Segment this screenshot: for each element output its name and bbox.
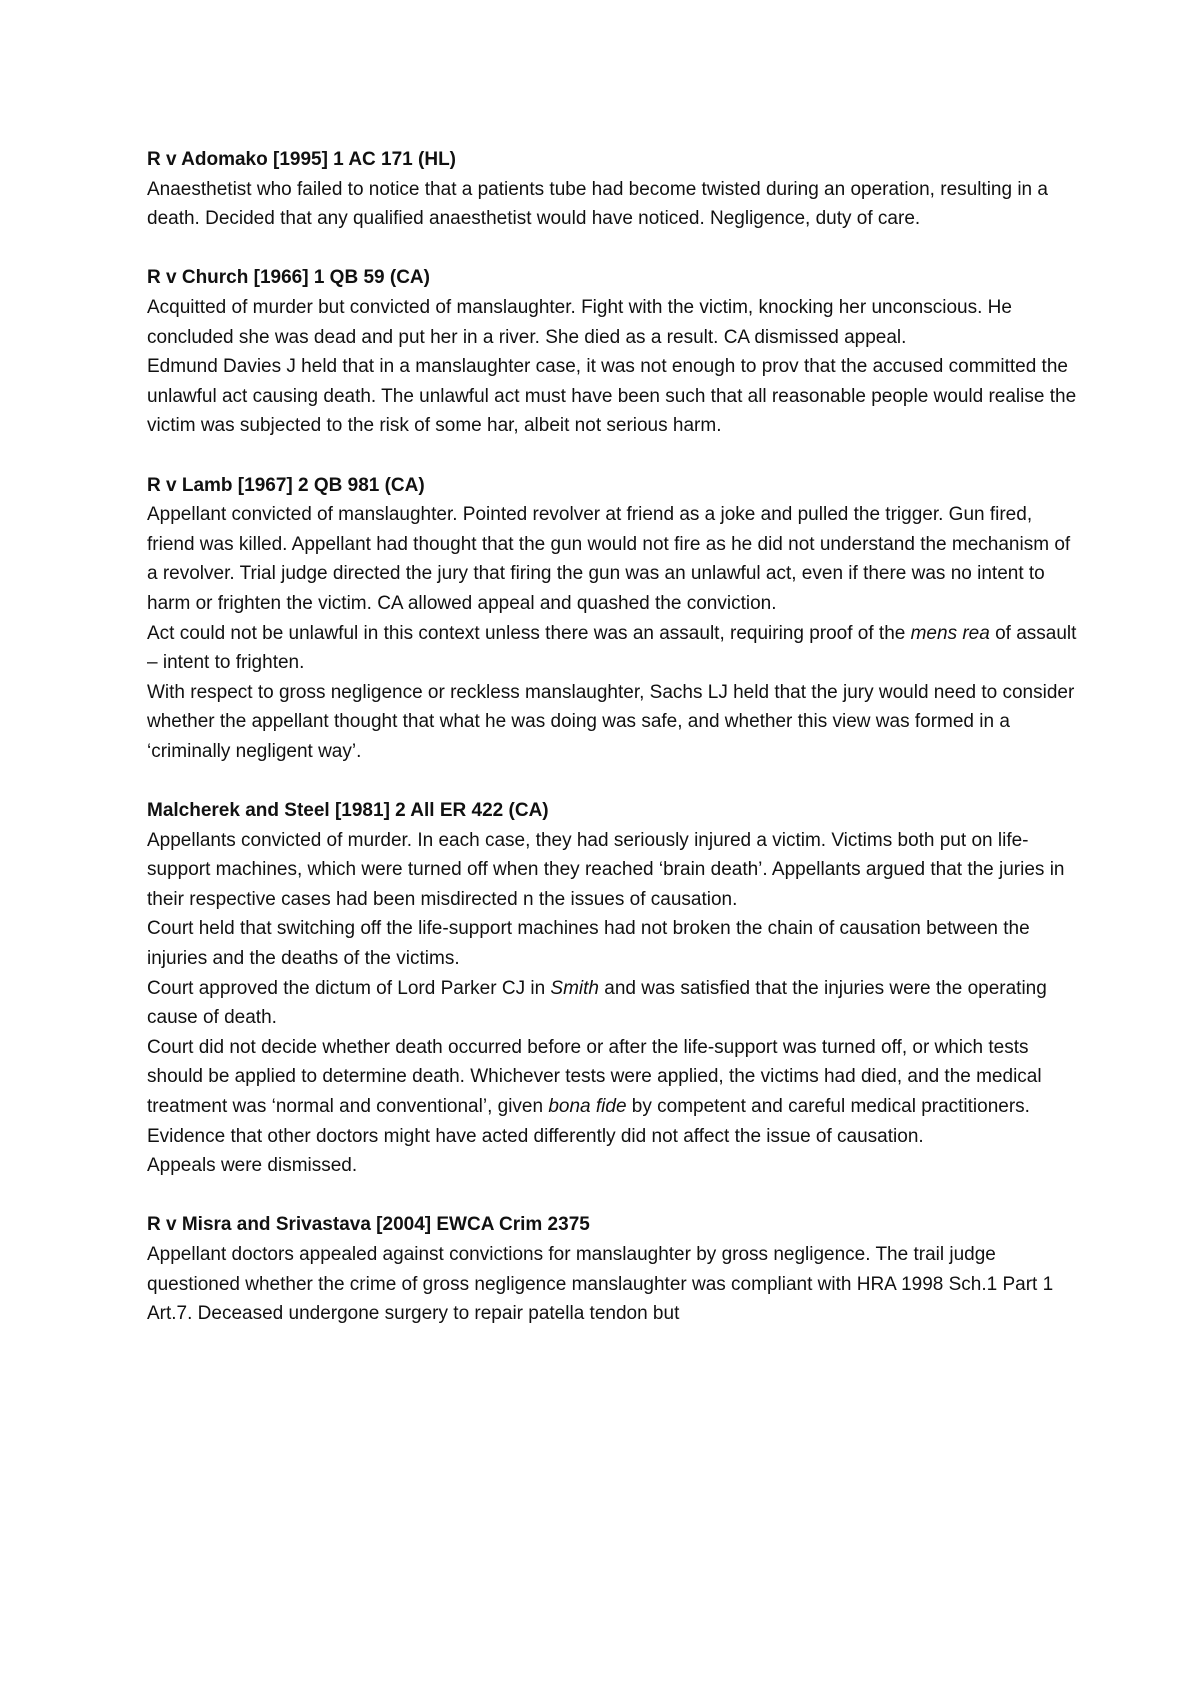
case-entry bbox=[147, 471, 1082, 767]
paragraph-text: Appeals were dismissed. bbox=[147, 1155, 358, 1177]
case-entry bbox=[147, 263, 1082, 441]
case-paragraph bbox=[147, 678, 1082, 767]
paragraph-text: Act could not be unlawful in this context unless there was an assault, requiring proof of the bbox=[147, 622, 911, 644]
case-paragraph bbox=[147, 1240, 1082, 1329]
paragraph-text: With respect to gross negligence or reckless manslaughter, Sachs LJ held that the jury would need to consider whether the appellant thought that what he was doing was safe, and whether this view was formed in a ‘criminally negligent way’. bbox=[147, 681, 1075, 762]
case-paragraph bbox=[147, 826, 1082, 915]
paragraph-text: of assault – intent to frighten. bbox=[147, 622, 1077, 674]
paragraph-text: and was satisfied that the injuries were the operating cause of death. bbox=[147, 977, 1047, 1029]
document-body bbox=[147, 145, 1082, 1358]
paragraph-text: Evidence that other doctors might have acted differently did not affect the issue of causation. bbox=[147, 1125, 924, 1147]
case-paragraph bbox=[147, 914, 1082, 973]
case-name-reference: Smith bbox=[550, 977, 599, 999]
case-title: R v Adomako [1995] 1 AC 171 (HL) bbox=[147, 149, 457, 170]
case-entry bbox=[147, 796, 1082, 1181]
paragraph-text: Acquitted of murder but convicted of manslaughter. Fight with the victim, knocking her unconscious. He concluded she was dead and put her in a river. She died as a result. CA dismissed appeal. bbox=[147, 296, 1012, 348]
case-paragraph bbox=[147, 500, 1082, 618]
case-paragraph bbox=[147, 1151, 1082, 1181]
case-paragraph bbox=[147, 974, 1082, 1033]
case-entry bbox=[147, 1210, 1082, 1328]
case-title: R v Lamb [1967] 2 QB 981 (CA) bbox=[147, 474, 425, 496]
paragraph-text: Court approved the dictum of Lord Parker CJ in bbox=[147, 977, 551, 999]
case-paragraph bbox=[147, 1033, 1082, 1122]
paragraph-text: Appellant convicted of manslaughter. Pointed revolver at friend as a joke and pulled the trigger. Gun fired, friend was killed. Appellant had thought that the gun would not fire as he did not understand the mechanism of a revolver. Trial judge directed the jury that firing the gun was an unlawful act, even if there was no intent to harm or frighten the victim. CA allowed appeal and quashed the conviction. bbox=[147, 504, 1071, 614]
case-paragraph bbox=[147, 175, 1082, 234]
paragraph-text: Court held that switching off the life-support machines had not broken the chain of causation between the injuries and the deaths of the victims. bbox=[147, 918, 1030, 970]
case-entry bbox=[147, 145, 1082, 234]
paragraph-text: by competent and careful medical practitioners. bbox=[626, 1096, 1030, 1117]
case-title: R v Church [1966] 1 QB 59 (CA) bbox=[147, 267, 430, 289]
case-paragraph bbox=[147, 293, 1082, 352]
paragraph-text: Appellants convicted of murder. In each case, they had seriously injured a victim. Victims both put on life-support machines, which were turned off when they reached ‘brain death’. Appellants argued that the juries in their respective cases had been misdirected n the issues of causation. bbox=[147, 829, 1065, 910]
paragraph-text: Court did not decide whether death occurred before or after the life-support was turned off, or which tests should be applied to determine death. Whichever tests were applied, the victims had died, and the medical treatment was ‘normal and conventional’, given bbox=[147, 1036, 1042, 1117]
latin-term: bona fide bbox=[548, 1096, 627, 1117]
latin-term: mens rea bbox=[910, 622, 990, 644]
paragraph-text: Edmund Davies J held that in a manslaughter case, it was not enough to prov that the accused committed the unlawful act causing death. The unlawful act must have been such that all reasonable people would realise the victim was subjected to the risk of some har, albeit not serious harm. bbox=[147, 356, 1077, 437]
case-title: Malcherek and Steel [1981] 2 All ER 422 (CA) bbox=[147, 800, 549, 822]
case-title: R v Misra and Srivastava [2004] EWCA Crim 2375 bbox=[147, 1214, 590, 1236]
case-paragraph bbox=[147, 352, 1082, 441]
paragraph-text: Anaesthetist who failed to notice that a patients tube had become twisted during an operation, resulting in a death. Decided that any qualified anaesthetist would have noticed. Negligence, duty of care. bbox=[147, 178, 1048, 230]
paragraph-text: Appellant doctors appealed against convictions for manslaughter by gross negligence. The trail judge questioned whether the crime of gross negligence manslaughter was compliant with HRA 1998 Sch.1 Part 1 Art.7. Deceased undergone surgery to repair patella tendon but bbox=[147, 1243, 1054, 1325]
case-paragraph bbox=[147, 619, 1082, 678]
case-paragraph bbox=[147, 1122, 1082, 1152]
